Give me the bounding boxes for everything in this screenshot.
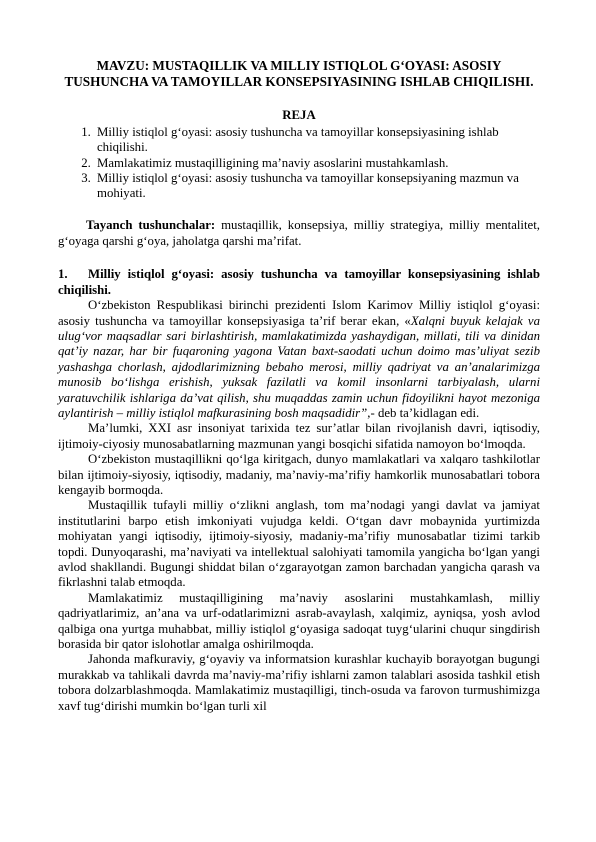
section-title: Milliy istiqlol g‘oyasi: asosiy tushuncha va tamoyillar konsepsiyasining ishlab chiqilishi. bbox=[58, 267, 540, 297]
plan-item: 3. Milliy istiqlol g‘oyasi: asosiy tushuncha va tamoyillar konsepsiyaning mazmun va mohiyati. bbox=[94, 171, 540, 202]
plan-list bbox=[58, 125, 540, 201]
body-paragraph: O‘zbekiston mustaqillikni qo‘lga kiritgach, dunyo mamlakatlari va xalqaro tashkilotlar bilan ijtimoiy-siyosiy, iqtisodiy, madaniy, ma’naviy-ma’rifiy hamkorlik munosabatlari tobora kengayib bormoqda. bbox=[58, 452, 540, 497]
keywords-paragraph bbox=[58, 218, 540, 249]
page-title: MAVZU: MUSTAQILLIK VA MILLIY ISTIQLOL G‘OYASI: ASOSIY TUSHUNCHA VA TAMOYILLAR KONSEPSIYASINING ISHLAB CHIQILISHI. bbox=[64, 58, 534, 89]
paragraph-ending: ,- deb ta’kidlagan edi. bbox=[367, 405, 480, 420]
paragraph-intro: O‘zbekiston Respublikasi birinchi prezidenti Islom Karimov Milliy istiqlol g‘oyasi: asosiy tushuncha va tamoyillar konsepsiyasiga ta’rif berar ekan, « bbox=[58, 298, 540, 328]
plan-item: 2. Mamlakatimiz mustaqilligining ma’naviy asoslarini mustahkamlash. bbox=[94, 156, 540, 171]
section-number: 1. bbox=[58, 267, 68, 282]
quote-text: Xalqni buyuk kelajak va ulug‘vor maqsadlar sari birlashtirish, mamlakatimizda yashaydigan, millati, tili va dinidan qat’iy nazar, har bir fuqaroning yagona Vatan baxt-saodati uchun doimo mas’uliyat sezib yashashga chorlash, ajdodlarimizning bebaho merosi, milliy qadriyat va an’analarimizga munosib bo‘lishga erishish, yuksak fazilatli va komil insonlarni tarbiyalash, ularni yaratuvchilik ishlariga da’vat qilish, shu muqaddas zamin uchun fidoyilikni hayot mezoniga aylantirish – milliy istiqlol mafkurasining bosh maqsadidir” bbox=[58, 313, 540, 420]
keywords-text: mustaqillik, konsepsiya, milliy strategiya, milliy mentalitet, g‘oyaga qarshi g‘oya, jaholatga qarshi ma’rifat. bbox=[58, 218, 540, 248]
document-body bbox=[58, 58, 540, 714]
body-paragraph: Mustaqillik tufayli milliy o‘zlikni anglash, tom ma’nodagi yangi davlat va jamiyat institutlarini barpo etish imkoniyati vujudga keldi. O‘tgan davr mobaynida yurtimizda mohiyatan yangi iqtisodiy, ijtimoiy-siyosiy, madaniy-ma’rifiy munosabatlar tizimi tarkib topdi. Dunyoqarashi, ma’naviyati va intellektual salohiyati tamomila yangicha bo‘lgan yangi avlod shakllandi. Bugungi shiddat bilan o‘zgarayotgan zamon barchadan yangicha qarash va fikrlashni talab etmoqda. bbox=[58, 498, 540, 590]
section-heading bbox=[58, 267, 540, 298]
keywords-label: Tayanch tushunchalar: bbox=[86, 218, 216, 233]
plan-item: 1. Milliy istiqlol g‘oyasi: asosiy tushuncha va tamoyillar konsepsiyasining ishlab chiqilishi. bbox=[94, 125, 540, 156]
body-paragraph: Mamlakatimiz mustaqilligining ma’naviy asoslarini mustahkamlash, milliy qadriyatlarimiz, an’ana va urf-odatlarimizni asrab-avaylash, xalqimiz, ayniqsa, yosh avlod qalbiga ona yurtga muhabbat, milliy istiqlol g‘oyasiga sadoqat tuyg‘ularini chuqur singdirish borasida bir qator islohotlar amalga oshirilmoqda. bbox=[58, 590, 540, 652]
body-paragraph: Jahonda mafkuraviy, g‘oyaviy va informatsion kurashlar kuchayib borayotgan bugungi murakkab va tahlikali davrda ma’naviy-ma’rifiy ishlarni zamon talablari asosida tashkil etish tobora dolzarblashmoqda. Mamlakatimiz mustaqilligi, tinch-osuda va farovon turmushimizga xavf tug‘dirishi mumkin bo‘lgan turli xil bbox=[58, 652, 540, 713]
plan-heading: REJA bbox=[282, 108, 316, 122]
body-paragraph bbox=[58, 298, 540, 421]
body-paragraph: Ma’lumki, XXI asr insoniyat tarixida tez sur’atlar bilan rivojlanish davri, iqtisodiy, ijtimoiy-ciyosiy munosabatlarning mazmunan yangi bosqichi sifatida namoyon bo‘lmoqda. bbox=[58, 421, 540, 451]
